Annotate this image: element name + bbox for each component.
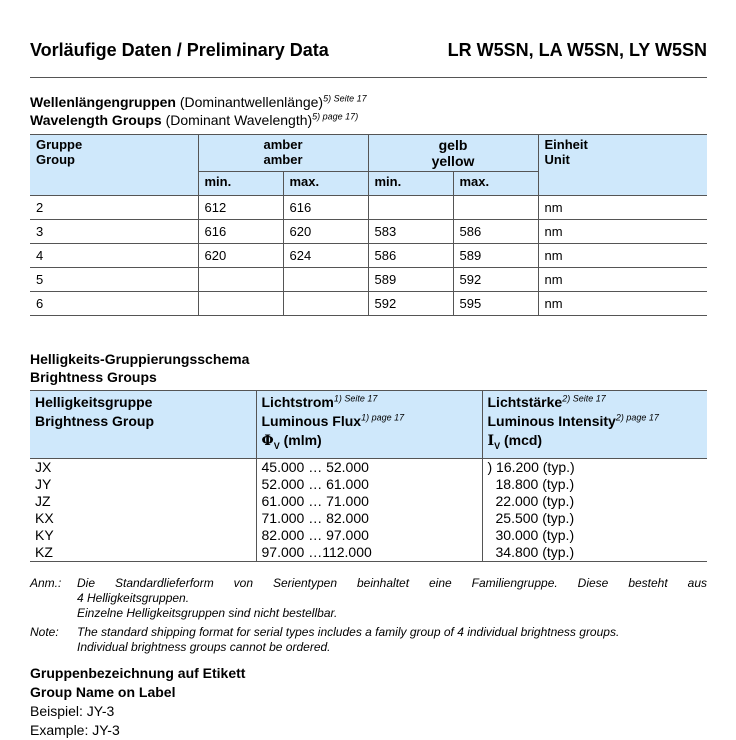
wl-cell-yellow-max: 589: [453, 244, 538, 268]
wl-cell-unit: nm: [538, 220, 707, 244]
wl-cell-group: 6: [30, 292, 198, 316]
bg-header-group: Helligkeitsgruppe Brightness Group: [30, 391, 256, 459]
wl-header-amber-min: min.: [198, 172, 283, 196]
bg-cell-intensity: 30.000 (typ.): [482, 527, 707, 544]
wl-header-yellow-max: max.: [453, 172, 538, 196]
group-name-title-de: Gruppenbezeichnung auf Etikett: [30, 665, 246, 681]
bg-cell-group: JX: [35, 458, 52, 475]
wl-cell-yellow-max: [453, 196, 538, 220]
wavelength-table: [30, 134, 707, 316]
bg-cell-flux: 97.000 …112.000: [256, 544, 482, 562]
table-row: [30, 196, 707, 220]
wavelength-title-de: Wellenlängengruppen: [30, 94, 176, 110]
wl-cell-amber-max: [283, 268, 368, 292]
wl-header-yellow-min: min.: [368, 172, 453, 196]
bg-cell-group: KX: [35, 509, 54, 526]
page-header: [30, 40, 707, 62]
wl-cell-unit: nm: [538, 292, 707, 316]
table-row: [30, 268, 707, 292]
wl-cell-amber-min: 620: [198, 244, 283, 268]
table-row: [30, 458, 707, 476]
bg-cell-group: JZ: [35, 492, 51, 509]
example-de: Beispiel: JY-3: [30, 703, 115, 719]
wl-cell-yellow-min: 586: [368, 244, 453, 268]
bg-header-flux: Lichtstrom$^{1) Seite 17}$ Luminous Flux$^{1) page 17}$ $\Phi_V$ (mlm): [256, 391, 482, 459]
wl-header-amber-max: max.: [283, 172, 368, 196]
brightness-title-de: Helligkeits-Gruppierungsschema: [30, 351, 250, 367]
brightness-section-title: [30, 350, 249, 386]
wl-cell-group: 2: [30, 196, 198, 220]
table-row: [30, 493, 707, 510]
group-name-title-en: Group Name on Label: [30, 684, 176, 700]
bg-cell-flux: 52.000 … 61.000: [256, 476, 482, 493]
document-title: Vorläufige Daten / Preliminary Data: [30, 40, 329, 60]
example-en: Example: JY-3: [30, 722, 120, 738]
wl-cell-group: 5: [30, 268, 198, 292]
wl-cell-amber-min: [198, 268, 283, 292]
bg-cell-group: JY: [35, 475, 52, 492]
bg-cell-group: KZ: [30, 544, 256, 562]
wl-cell-amber-min: 612: [198, 196, 283, 220]
note-de: Anm.: Die Standardlieferform von Serientypen beinhaltet eine Familiengruppe. Diese besteht aus 4 Helligkeitsgruppen. Einzelne Helligkeitsgruppen sind nicht bestellbar.: [30, 576, 707, 620]
wl-cell-unit: nm: [538, 268, 707, 292]
table-row: [30, 527, 707, 544]
product-codes: LR W5SN, LA W5SN, LY W5SN: [447, 40, 707, 60]
wl-cell-yellow-max: 592: [453, 268, 538, 292]
table-row: [30, 292, 707, 316]
wavelength-title-en-ref: 5) page 17): [312, 111, 359, 122]
wl-cell-amber-max: [283, 292, 368, 316]
wl-cell-yellow-min: 583: [368, 220, 453, 244]
wl-cell-yellow-max: 586: [453, 220, 538, 244]
bg-cell-flux: 82.000 … 97.000: [256, 527, 482, 544]
bg-cell-flux: 61.000 … 71.000: [256, 493, 482, 510]
wl-cell-yellow-max: 595: [453, 292, 538, 316]
wavelength-title-de-ref: 5) Seite 17: [323, 93, 367, 104]
wavelength-title-en: Wavelength Groups: [30, 112, 162, 128]
table-row: [30, 544, 707, 562]
bg-cell-flux: 71.000 … 82.000: [256, 510, 482, 527]
wl-cell-yellow-min: 589: [368, 268, 453, 292]
wavelength-title-en-paren: (Dominant Wavelength): [165, 112, 313, 128]
wl-cell-amber-min: 616: [198, 220, 283, 244]
brightness-title-en: Brightness Groups: [30, 369, 157, 385]
wl-header-group: Gruppe Group: [30, 135, 198, 196]
table-row: [30, 244, 707, 268]
wl-cell-amber-min: [198, 292, 283, 316]
table-row: [30, 220, 707, 244]
wl-cell-group: 4: [30, 244, 198, 268]
bg-cell-intensity: 18.800 (typ.): [482, 476, 707, 493]
note-en: Note: The standard shipping format for serial types includes a family group of 4 individual brightness groups. Individual brightness groups cannot be ordered.: [30, 625, 620, 654]
wl-cell-amber-max: 620: [283, 220, 368, 244]
wl-cell-group: 3: [30, 220, 198, 244]
bg-cell-intensity: 34.800 (typ.): [482, 544, 707, 562]
bg-cell-intensity: ) 16.200 (typ.): [482, 458, 707, 476]
wl-cell-amber-max: 616: [283, 196, 368, 220]
table-row: [30, 510, 707, 527]
brightness-table: [30, 390, 707, 562]
wl-cell-unit: nm: [538, 244, 707, 268]
bg-cell-group: KY: [35, 526, 54, 543]
wl-header-amber: amber amber: [198, 135, 368, 172]
bg-cell-intensity: 22.000 (typ.): [482, 493, 707, 510]
group-name-section: [30, 664, 245, 740]
bg-header-intensity: Lichtstärke$^{2) Seite 17}$ Luminous Intensity$^{2) page 17}$ $I_V$ (mcd): [482, 391, 707, 459]
wl-cell-amber-max: 624: [283, 244, 368, 268]
wl-cell-unit: nm: [538, 196, 707, 220]
bg-cell-intensity: 25.500 (typ.): [482, 510, 707, 527]
wl-cell-yellow-min: [368, 196, 453, 220]
wl-header-unit: Einheit Unit: [538, 135, 707, 196]
wl-header-yellow: gelb yellow: [368, 135, 538, 172]
wl-cell-yellow-min: 592: [368, 292, 453, 316]
table-row: [30, 476, 707, 493]
wavelength-title-de-paren: (Dominantwellenlänge): [179, 94, 324, 110]
header-divider: [30, 77, 707, 78]
wavelength-section-title: [30, 93, 367, 129]
bg-cell-flux: 45.000 … 52.000: [256, 458, 482, 476]
notes-block: [30, 576, 707, 659]
